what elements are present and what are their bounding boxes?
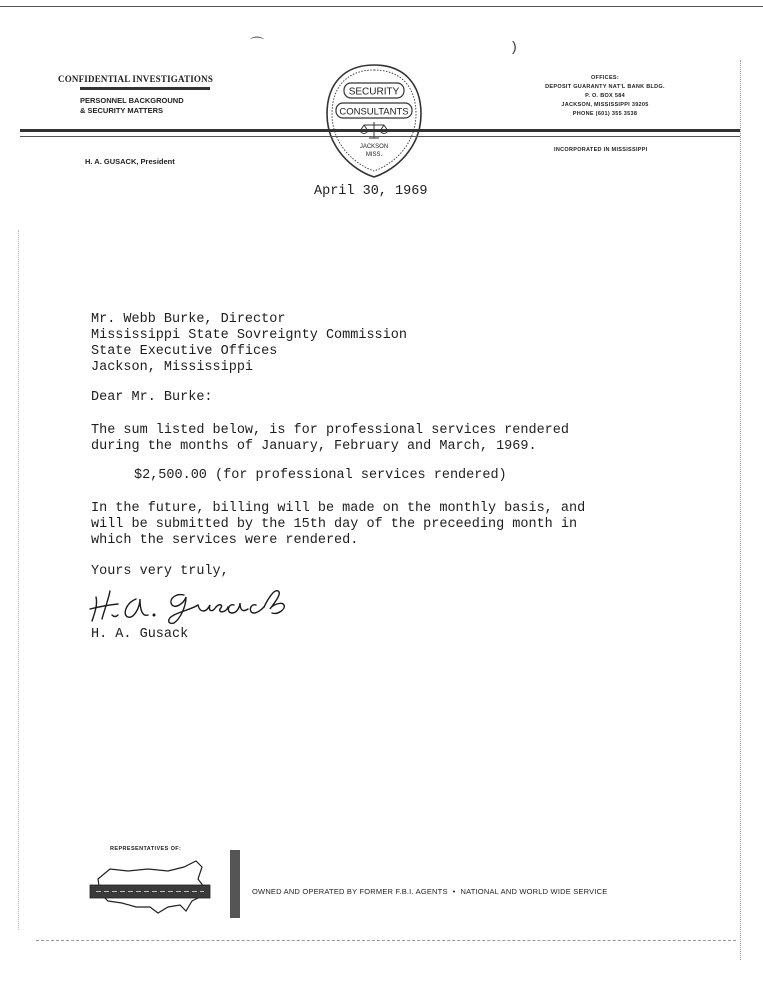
bullet-icon: •	[452, 887, 456, 896]
closing: Yours very truly,	[91, 564, 229, 579]
scan-edge-left	[18, 230, 19, 930]
seal-state: MISS.	[365, 152, 383, 158]
president-name: H. A. GUSACK, President	[85, 157, 175, 166]
office-line: JACKSON, MISSISSIPPI 39205	[561, 102, 649, 108]
usa-map-logo	[88, 857, 213, 917]
seal-city: JACKSON	[359, 144, 389, 150]
footer-line	[252, 887, 607, 896]
letterhead-left-sub1: PERSONNEL BACKGROUND	[80, 96, 184, 105]
paragraph-line: during the months of January, February and March, 1969.	[91, 439, 537, 454]
signer-name: H. A. Gusack	[91, 627, 189, 642]
letterhead-rule	[20, 129, 740, 132]
letter-date: April 30, 1969	[314, 184, 428, 199]
bottom-edge-line	[36, 940, 736, 941]
paragraph-line: The sum listed below, is for professional services rendered	[91, 423, 569, 438]
seal-top-text: SECURITY	[348, 86, 400, 98]
amount-line: $2,500.00 (for professional services rendered)	[134, 468, 507, 483]
address-line: State Executive Offices	[91, 344, 278, 359]
scan-edge-right	[740, 60, 741, 960]
paragraph-line: which the services were rendered.	[91, 533, 359, 548]
address-line: Mr. Webb Burke, Director	[91, 312, 286, 327]
office-line: P. O. BOX 584	[585, 93, 625, 99]
footer-owned: OWNED AND OPERATED BY FORMER F.B.I. AGENTS	[252, 887, 448, 896]
office-line: OFFICES:	[590, 75, 620, 81]
paragraph-line: In the future, billing will be made on the monthly basis, and	[91, 501, 586, 516]
letterhead-left	[58, 74, 228, 116]
letterhead-right	[520, 74, 690, 119]
address-line: Mississippi State Sovreignty Commission	[91, 328, 407, 343]
representatives-label: REPRESENTATIVES OF:	[110, 846, 182, 852]
handwritten-signature	[88, 585, 288, 627]
letterhead-left-title: CONFIDENTIAL INVESTIGATIONS	[58, 74, 214, 84]
scan-mark: )	[512, 38, 517, 54]
salutation: Dear Mr. Burke:	[91, 390, 213, 405]
letterhead-left-sub2: & SECURITY MATTERS	[80, 106, 164, 115]
vertical-strip	[230, 850, 240, 918]
letterhead-left-bar	[80, 87, 210, 90]
top-edge-line	[0, 6, 763, 7]
letterhead-rule-thin	[20, 136, 740, 137]
address-line: Jackson, Mississippi	[91, 360, 254, 375]
office-line: DEPOSIT GUARANTY NAT'L BANK BLDG.	[545, 84, 665, 90]
security-consultants-seal	[324, 62, 424, 180]
footer-service: NATIONAL AND WORLD WIDE SERVICE	[460, 887, 608, 896]
office-line: PHONE (601) 355 3538	[572, 111, 638, 117]
paragraph-line: will be submitted by the 15th day of the preceeding month in	[91, 517, 578, 532]
incorporated-line: INCORPORATED IN MISSISSIPPI	[554, 147, 648, 153]
seal-mid-text: CONSULTANTS	[339, 106, 409, 118]
scan-mark: ⌒	[250, 36, 264, 52]
